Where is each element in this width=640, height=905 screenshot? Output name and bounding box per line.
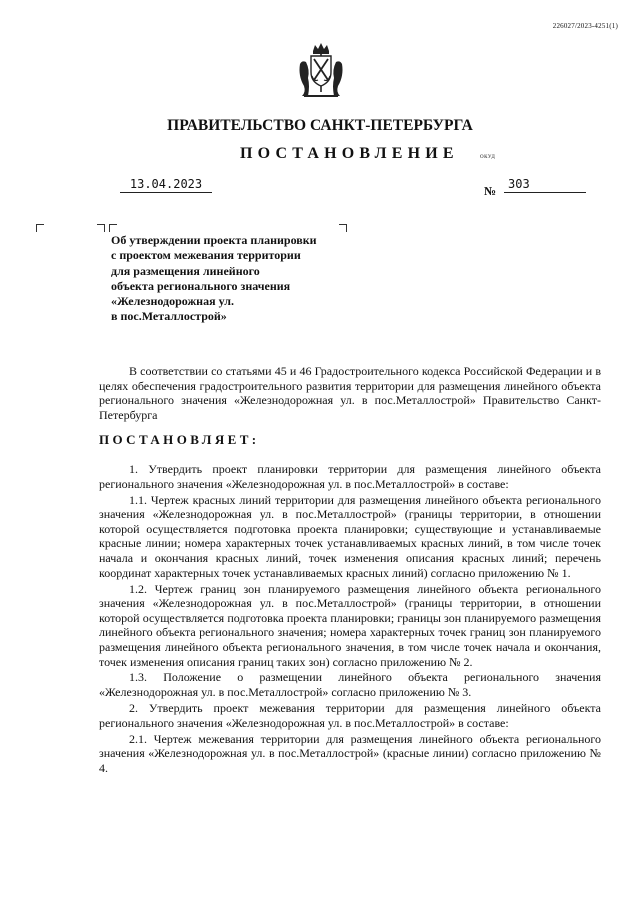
number-label: № — [484, 184, 497, 198]
subject-line: «Железнодорожная ул. — [111, 294, 235, 309]
corner-bracket-mid-right — [97, 224, 105, 232]
decree-item: 1.3. Положение о размещении линейного объекта регионального значения «Железнодорожная ул. в пос.Металлострой» согласно приложению № 3. — [99, 670, 601, 700]
subject-line: для размещения линейного — [111, 263, 260, 278]
subject-line: Об утверждении проекта планировки — [111, 233, 317, 247]
decree-item: 2.1. Чертеж межевания территории для размещения линейного объекта регионального значения «Железнодорожная ул. в пос.Металлострой» (красные линии) согласно приложению № 4. — [99, 731, 601, 775]
decree-items — [99, 462, 601, 777]
decree-item: 1.1. Чертеж красных линий территории для размещения линейного объекта регионального значения «Железнодорожная ул. в пос.Металлострой» (границы территории, в отношении которой осуществляется подготовка проекта планировки; существующие и устанавливаемые красные линии; номера характерных точек устанавливаемых красных линий, в том числе точек начала и окончания красных линий, точек изменения описания красных линий; перечень координат характерных точек устанавливаемых красных линий) согласно приложению № 1. — [99, 492, 601, 580]
coat-of-arms-emblem — [296, 42, 346, 100]
corner-bracket-left — [36, 224, 44, 232]
government-name: ПРАВИТЕЛЬСТВО САНКТ-ПЕТЕРБУРГА — [167, 117, 473, 134]
subject-line: объекта регионального значения — [111, 278, 291, 293]
document-date: 13.04.2023 — [120, 177, 212, 193]
document-number: 303 — [504, 177, 586, 193]
decree-item: 1. Утвердить проект планировки территории для размещения линейного объекта регионального значения «Железнодорожная ул. в пос.Металлострой» в составе: — [99, 462, 601, 491]
document-subject — [111, 233, 343, 325]
corner-bracket-right — [339, 224, 347, 232]
decree-item: 2. Утвердить проект межевания территории для размещения линейного объекта регионального значения «Железнодорожная ул. в пос.Металлострой» в составе: — [99, 701, 601, 730]
document-code: 226027/2023-4251(1) — [552, 22, 618, 30]
decree-item: 1.2. Чертеж границ зон планируемого размещения линейного объекта регионального значения «Железнодорожная ул. в пос.Металлострой» (границы территории, в отношении которой осуществляется подготовка проекта планировки; границы зон планируемого размещения линейного объекта регионального значения; номера характерных точек границ зон планируемого размещения линейного объекта регионального значения, в том числе точек начала и окончания, точек изменения описания границ таких зон) согласно приложению № 2. — [99, 581, 601, 669]
document-type-title: ПОСТАНОВЛЕНИЕ — [240, 145, 459, 162]
subject-line: с проектом межевания территории — [111, 248, 301, 263]
subject-line: в пос.Металлострой» — [111, 309, 227, 324]
preamble-paragraph: В соответствии со статьями 45 и 46 Градостроительного кодекса Российской Федерации и в целях обеспечения градостроительного развития территории для размещения линейного объекта регионального значения «Железнодорожная ул. в пос.Металлострой» Правительство Санкт-Петербурга — [99, 364, 601, 422]
decree-heading: ПОСТАНОВЛЯЕТ: — [99, 432, 260, 447]
preamble-section — [99, 364, 601, 422]
okud-label: ОКУД — [480, 155, 496, 160]
corner-bracket-mid-left — [109, 224, 117, 232]
